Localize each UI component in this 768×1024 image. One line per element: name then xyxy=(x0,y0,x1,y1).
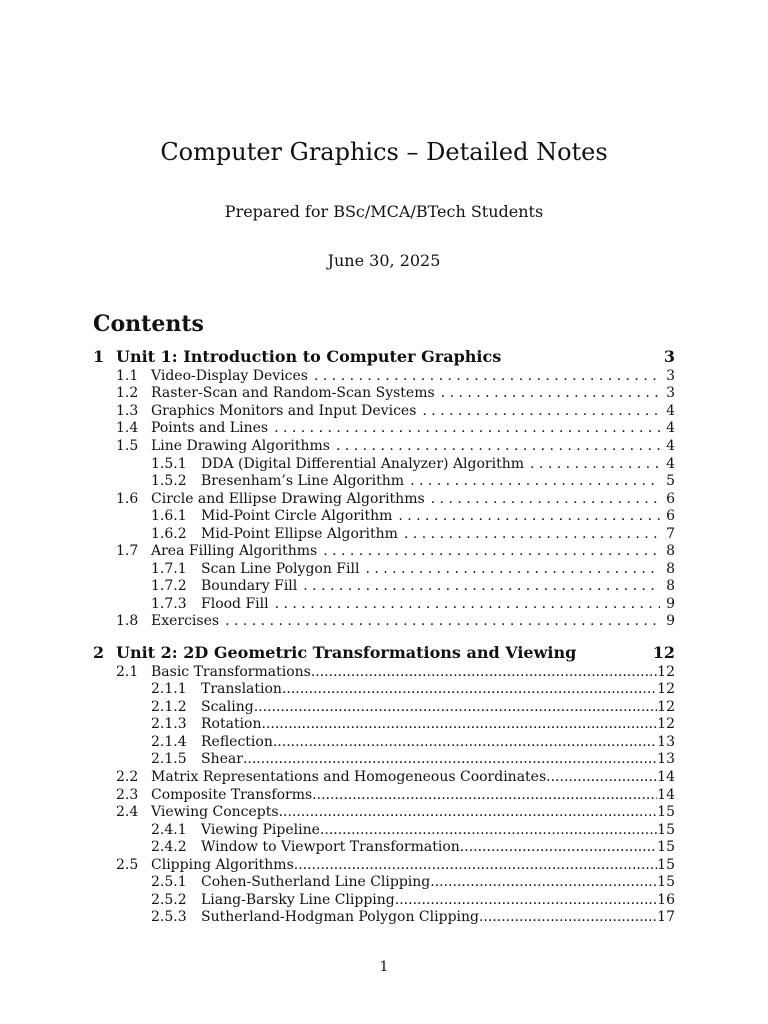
toc-entry-page: 15 xyxy=(657,857,675,873)
toc-dot-leader xyxy=(398,507,660,525)
toc-entry-number: 1.1 xyxy=(116,368,139,384)
document-date: June 30, 2025 xyxy=(327,251,441,270)
toc-entry-page: 3 xyxy=(663,347,675,366)
toc-entry-label: Video-Display Devices xyxy=(151,368,308,384)
toc-entry-page: 12 xyxy=(657,716,675,732)
toc-entry-number: 1.6 xyxy=(116,491,139,507)
toc-unit-2[interactable] xyxy=(93,642,675,664)
toc-entry-number: 1.3 xyxy=(116,403,139,419)
toc-entry-label: Window to Viewport Transformation xyxy=(201,839,460,855)
toc-entry-label: Cohen-Sutherland Line Clipping xyxy=(201,874,431,890)
toc-entry-page: 3 xyxy=(666,368,675,384)
toc-entry-page: 15 xyxy=(657,804,675,820)
toc-entry-2-5-2[interactable] xyxy=(151,891,675,909)
toc-entry-number: 2.5.3 xyxy=(151,909,187,925)
toc-entry-number: 1.7 xyxy=(116,543,139,559)
toc-dot-leader xyxy=(460,838,657,856)
toc-dot-leader xyxy=(431,490,660,508)
toc-entry-1-7-1[interactable] xyxy=(151,560,675,578)
toc-entry-number: 1.4 xyxy=(116,420,139,436)
page-number: 1 xyxy=(379,959,389,975)
toc-entry-2-4[interactable] xyxy=(116,803,675,821)
toc-dot-leader xyxy=(279,803,658,821)
toc-entry-page: 15 xyxy=(657,822,675,838)
toc-entry-page: 3 xyxy=(666,385,675,401)
toc-entry-label: Basic Transformations xyxy=(151,664,311,680)
toc-entry-1-2[interactable] xyxy=(116,384,675,402)
toc-entry-2-5-3[interactable] xyxy=(151,908,675,926)
toc-entry-2-1-5[interactable] xyxy=(151,750,675,768)
toc-entry-number: 2.4.1 xyxy=(151,822,187,838)
toc-dot-leader xyxy=(275,595,660,613)
toc-entry-page: 14 xyxy=(657,787,675,803)
toc-entry-page: 16 xyxy=(657,892,675,908)
toc-entry-label: Mid-Point Circle Algorithm xyxy=(201,508,393,524)
toc-dot-leader xyxy=(273,733,657,751)
toc-entry-page: 8 xyxy=(666,578,675,594)
document-title: Computer Graphics – Detailed Notes xyxy=(160,138,608,166)
toc-entry-number: 1.5 xyxy=(116,438,139,454)
toc-dot-leader xyxy=(336,437,660,455)
toc-entry-label: Area Filling Algorithms xyxy=(151,543,318,559)
toc-entry-label: Bresenham’s Line Algorithm xyxy=(201,473,405,489)
toc-entry-1-4[interactable] xyxy=(116,419,675,437)
toc-entry-page: 13 xyxy=(657,734,675,750)
toc-entry-number: 1.8 xyxy=(116,613,139,629)
toc-entry-2-1-3[interactable] xyxy=(151,715,675,733)
toc-entry-label: Raster-Scan and Random-Scan Systems xyxy=(151,385,435,401)
toc-entry-number: 2.1.4 xyxy=(151,734,187,750)
toc-entry-1-6-2[interactable] xyxy=(151,525,675,543)
toc-entry-number: 1.7.1 xyxy=(151,561,187,577)
toc-entry-page: 5 xyxy=(666,473,675,489)
toc-dot-leader xyxy=(243,750,657,768)
toc-entry-2-3[interactable] xyxy=(116,786,675,804)
toc-entry-page: 6 xyxy=(666,491,675,507)
toc-dot-leader xyxy=(395,891,657,909)
toc-dot-leader xyxy=(404,525,660,543)
toc-dot-leader xyxy=(262,715,658,733)
toc-entry-page: 8 xyxy=(666,561,675,577)
toc-entry-page: 17 xyxy=(657,909,675,925)
toc-entry-number: 2.4.2 xyxy=(151,839,187,855)
toc-entry-number: 2.5.2 xyxy=(151,892,187,908)
toc-dot-leader xyxy=(274,419,660,437)
toc-entry-page: 13 xyxy=(657,751,675,767)
toc-entry-label: Viewing Concepts xyxy=(151,804,279,820)
toc-entry-page: 4 xyxy=(666,456,675,472)
toc-entry-1-5[interactable] xyxy=(116,437,675,455)
toc-entry-number: 1.5.1 xyxy=(151,456,187,472)
toc-dot-leader xyxy=(314,367,660,385)
toc-entry-label: Boundary Fill xyxy=(201,578,298,594)
toc-entry-label: DDA (Digital Differential Analyzer) Algorithm xyxy=(201,456,525,472)
toc-entry-page: 4 xyxy=(666,420,675,436)
toc-entry-1-6-1[interactable] xyxy=(151,507,675,525)
toc-entry-page: 7 xyxy=(666,526,675,542)
document-subtitle: Prepared for BSc/MCA/BTech Students xyxy=(224,202,544,221)
toc-entry-number: 1.5.2 xyxy=(151,473,187,489)
toc-entry-1-7-3[interactable] xyxy=(151,595,675,613)
toc-entry-label: Scaling xyxy=(201,699,254,715)
toc-entry-1-3[interactable] xyxy=(116,402,675,420)
toc-dot-leader xyxy=(282,680,657,698)
toc-entry-label: Reflection xyxy=(201,734,273,750)
toc-entry-page: 14 xyxy=(657,769,675,785)
toc-entry-2-1-1[interactable] xyxy=(151,680,675,698)
toc-entry-label: Points and Lines xyxy=(151,420,269,436)
toc-dot-leader xyxy=(294,856,657,874)
toc-dot-leader xyxy=(422,402,660,420)
toc-entry-number: 1.2 xyxy=(116,385,139,401)
toc-entry-number: 2.5.1 xyxy=(151,874,187,890)
toc-entry-label: Clipping Algorithms xyxy=(151,857,294,873)
toc-entry-label: Matrix Representations and Homogeneous Coordinates xyxy=(151,769,547,785)
toc-entry-2-4-1[interactable] xyxy=(151,821,675,839)
toc-entry-number: 1.6.2 xyxy=(151,526,187,542)
toc-dot-leader xyxy=(546,768,657,786)
toc-dot-leader xyxy=(323,542,660,560)
toc-dot-leader xyxy=(225,612,660,630)
toc-entry-page: 12 xyxy=(657,699,675,715)
toc-entry-page: 4 xyxy=(666,438,675,454)
toc-entry-page: 15 xyxy=(657,874,675,890)
toc-entry-2-2[interactable] xyxy=(116,768,675,786)
toc-entry-label: Sutherland-Hodgman Polygon Clipping xyxy=(201,909,479,925)
toc-entry-label: Mid-Point Ellipse Algorithm xyxy=(201,526,398,542)
toc-entry-number: 1.7.3 xyxy=(151,596,187,612)
toc-entry-2-5[interactable] xyxy=(116,856,675,874)
toc-dot-leader xyxy=(254,698,657,716)
toc-entry-label: Shear xyxy=(201,751,243,767)
toc-entry-label: Viewing Pipeline xyxy=(201,822,320,838)
toc-entry-page: 8 xyxy=(666,543,675,559)
toc-entry-page: 15 xyxy=(657,839,675,855)
toc-entry-2-5-1[interactable] xyxy=(151,873,675,891)
toc-entry-number: 2.1.3 xyxy=(151,716,187,732)
toc-unit-1[interactable] xyxy=(93,346,675,368)
toc-entry-label: Rotation xyxy=(201,716,262,732)
toc-entry-2-1-4[interactable] xyxy=(151,733,675,751)
toc-dot-leader xyxy=(320,821,657,839)
toc-entry-label: Composite Transforms xyxy=(151,787,313,803)
toc-entry-1-7-2[interactable] xyxy=(151,577,675,595)
toc-entry-page: 9 xyxy=(666,613,675,629)
toc-entry-page: 12 xyxy=(657,681,675,697)
toc-entry-number: 2.1.5 xyxy=(151,751,187,767)
toc-entry-number: 2.1.1 xyxy=(151,681,187,697)
toc-entry-number: 2.1.2 xyxy=(151,699,187,715)
toc-entry-label: Exercises xyxy=(151,613,220,629)
toc-entry-label: Unit 1: Introduction to Computer Graphics xyxy=(116,347,502,366)
contents-heading: Contents xyxy=(93,311,204,337)
toc-entry-number: 2.4 xyxy=(116,804,139,820)
toc-entry-page: 12 xyxy=(652,643,675,662)
toc-entry-page: 12 xyxy=(657,664,675,680)
toc-entry-number: 2.2 xyxy=(116,769,139,785)
toc-dot-leader xyxy=(410,472,660,490)
toc-dot-leader xyxy=(365,560,660,578)
toc-entry-1-5-1[interactable] xyxy=(151,455,675,473)
toc-entry-page: 4 xyxy=(666,403,675,419)
toc-entry-number: 1 xyxy=(93,347,105,366)
toc-entry-2-1[interactable] xyxy=(116,663,675,681)
toc-entry-2-4-2[interactable] xyxy=(151,838,675,856)
toc-entry-page: 6 xyxy=(666,508,675,524)
toc-entry-number: 2.5 xyxy=(116,857,139,873)
toc-entry-2-1-2[interactable] xyxy=(151,698,675,716)
toc-entry-label: Unit 2: 2D Geometric Transformations and Viewing xyxy=(116,643,577,662)
toc-dot-leader xyxy=(430,873,657,891)
toc-entry-1-5-2[interactable] xyxy=(151,472,675,490)
toc-entry-label: Line Drawing Algorithms xyxy=(151,438,330,454)
toc-entry-number: 1.7.2 xyxy=(151,578,187,594)
toc-entry-1-8[interactable] xyxy=(116,612,675,630)
toc-dot-leader xyxy=(530,455,660,473)
toc-dot-leader xyxy=(479,908,657,926)
toc-entry-label: Circle and Ellipse Drawing Algorithms xyxy=(151,491,425,507)
toc-entry-number: 2 xyxy=(93,643,105,662)
toc-entry-1-7[interactable] xyxy=(116,542,675,560)
toc-entry-label: Flood Fill xyxy=(201,596,269,612)
toc-dot-leader xyxy=(311,663,657,681)
toc-entry-page: 9 xyxy=(666,596,675,612)
toc-entry-label: Graphics Monitors and Input Devices xyxy=(151,403,417,419)
toc-dot-leader xyxy=(303,577,660,595)
toc-entry-label: Liang-Barsky Line Clipping xyxy=(201,892,395,908)
toc-entry-1-6[interactable] xyxy=(116,490,675,508)
toc-entry-label: Scan Line Polygon Fill xyxy=(201,561,360,577)
toc-dot-leader xyxy=(312,786,657,804)
toc-entry-number: 2.3 xyxy=(116,787,139,803)
toc-entry-label: Translation xyxy=(201,681,282,697)
toc-entry-number: 1.6.1 xyxy=(151,508,187,524)
toc-dot-leader xyxy=(441,384,660,402)
toc-entry-1-1[interactable] xyxy=(116,367,675,385)
toc-entry-number: 2.1 xyxy=(116,664,139,680)
